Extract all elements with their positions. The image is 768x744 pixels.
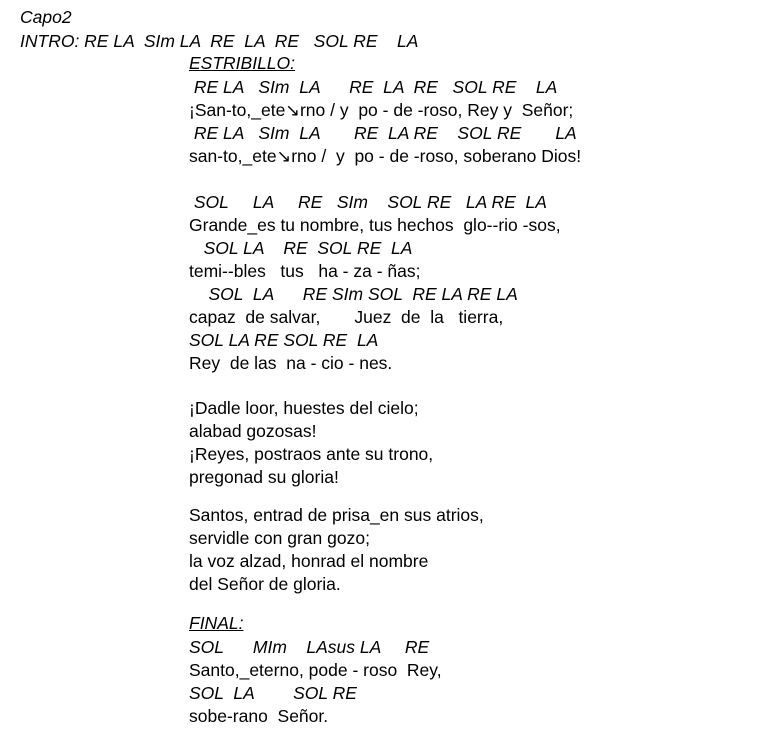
final-lyric-line-1: Santo,_eterno, pode - roso Rey,: [189, 660, 442, 680]
chorus-lyric-line-1: ¡San-to,_ete↘rno / y po - de -roso, Rey y Señor;: [189, 100, 574, 120]
verse1-lyric-line-2: temi--bles tus ha - za - ñas;: [189, 261, 421, 281]
verse1-chord-line-2: SOL LA RE SOL RE LA: [189, 238, 413, 258]
verse1-chord-line-4: SOL LA RE SOL RE LA: [189, 330, 379, 350]
final-chord-line-2: SOL LA SOL RE: [189, 683, 357, 703]
verse2-line-2: alabad gozosas!: [189, 421, 317, 441]
intro-chords: INTRO: RE LA SIm LA RE LA RE SOL RE LA: [20, 31, 419, 51]
chorus-lyric-line-2: san-to,_ete↘rno / y po - de -roso, soberano Dios!: [189, 146, 582, 166]
verse3-line-2: servidle con gran gozo;: [189, 528, 370, 548]
final-chord-line-1: SOL MIm LAsus LA RE: [189, 637, 430, 657]
verse2-line-1: ¡Dadle loor, huestes del cielo;: [189, 398, 419, 418]
chorus-chord-line-2: RE LA SIm LA RE LA RE SOL RE LA: [189, 123, 577, 143]
final-lyric-line-2: sobe-rano Señor.: [189, 706, 329, 726]
chorus-heading: ESTRIBILLO:: [189, 53, 296, 73]
final-heading: FINAL:: [189, 613, 244, 633]
verse1-lyric-line-3: capaz de salvar, Juez de la tierra,: [189, 307, 504, 327]
verse1-lyric-line-4: Rey de las na - cio - nes.: [189, 353, 393, 373]
verse2-line-3: ¡Reyes, postraos ante su trono,: [189, 444, 434, 464]
verse3-line-4: del Señor de gloria.: [189, 574, 341, 594]
verse3-line-1: Santos, entrad de prisa_en sus atrios,: [189, 505, 484, 525]
chorus-chord-line-1: RE LA SIm LA RE LA RE SOL RE LA: [189, 77, 558, 97]
verse2-line-4: pregonad su gloria!: [189, 467, 339, 487]
capo-label: Capo2: [20, 7, 72, 27]
verse1-chord-line-1: SOL LA RE SIm SOL RE LA RE LA: [189, 192, 547, 212]
verse1-chord-line-3: SOL LA RE SIm SOL RE LA RE LA: [189, 284, 518, 304]
verse3-line-3: la voz alzad, honrad el nombre: [189, 551, 429, 571]
verse1-lyric-line-1: Grande_es tu nombre, tus hechos glo--rio -sos,: [189, 215, 561, 235]
